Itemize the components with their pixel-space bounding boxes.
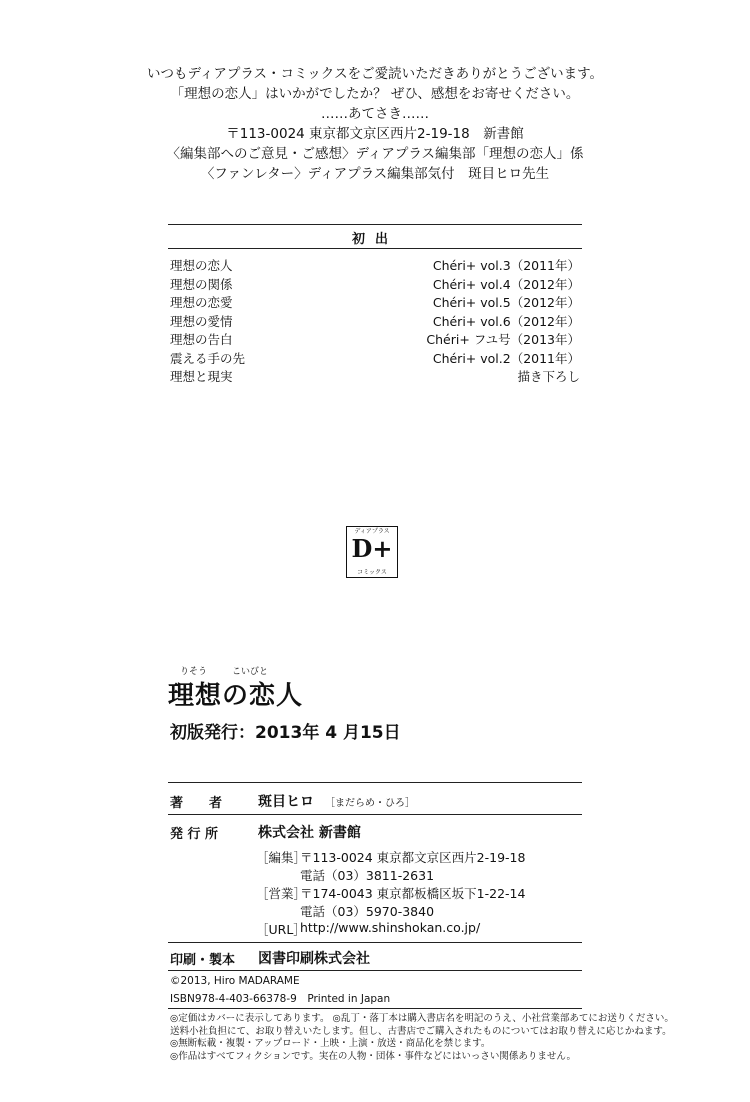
notice-line-request: 「理想の恋人」はいかがでしたか？ ぜひ、感想をお寄せください。 — [170, 86, 580, 102]
author-rule — [168, 814, 582, 815]
url-tag: ［URL］ — [256, 922, 306, 937]
story-source: 描き下ろし — [517, 369, 580, 384]
story-source: Chéri+ vol.5（2012年） — [432, 295, 580, 310]
reader-notice — [0, 64, 750, 184]
story-title: 理想と現実 — [170, 369, 233, 384]
author-reading: ［まだらめ・ひろ］ — [325, 798, 415, 809]
isbn: ISBN978-4-403-66378-9 Printed in Japan — [170, 993, 391, 1005]
first-pub-heading: 初出 — [351, 232, 398, 247]
edit-phone: 電話（03）3811-2631 — [300, 868, 435, 883]
printer-label: 印刷・製本 — [170, 953, 236, 968]
logo-mark: D+ — [351, 534, 393, 563]
first-pub-row — [170, 312, 580, 331]
title-ruby-koibito: こいびと — [232, 667, 269, 677]
first-pub-row — [170, 293, 580, 312]
notice-line-address: 〒113-0024 東京都文京区西片2-19-18 新書館 — [226, 126, 524, 142]
first-pub-top-rule — [168, 224, 582, 225]
dear-plus-comics-logo — [346, 526, 398, 578]
publisher-rule — [168, 942, 582, 943]
title-ruby-riso: りそう — [180, 667, 208, 677]
story-title: 理想の告白 — [170, 332, 233, 347]
first-pub-row — [170, 275, 580, 294]
edit-tag: ［編集］ — [256, 850, 307, 865]
author-label: 著 者 — [170, 796, 223, 811]
story-source: Chéri+ vol.4（2012年） — [432, 276, 580, 292]
story-source: Chéri+ vol.6（2012年） — [432, 313, 580, 329]
story-title: 理想の愛情 — [170, 313, 233, 329]
story-title: 理想の恋人 — [170, 258, 233, 273]
notice-copyright: ◎無断転載・複製・アップロード・上映・上演・放送・商品化を禁じます。 — [170, 1038, 491, 1049]
notice-line-thanks: いつもディアプラス・コミックスをご愛読いただきありがとうございます。 — [146, 66, 604, 82]
first-pub-row — [170, 367, 580, 386]
story-title: 震える手の先 — [170, 350, 246, 366]
first-pub-row — [170, 349, 580, 368]
logo-top-text: ディアプラス — [354, 528, 390, 535]
story-source: Chéri+ vol.3（2011年） — [432, 258, 580, 273]
notice-price: ◎定価はカバーに表示してあります。 ◎乱丁・落丁本は購入書店名を明記のうえ、小社営業部あてにお送りください。 — [170, 1013, 674, 1024]
edit-address: 〒113-0024 東京都文京区西片2-19-18 — [300, 850, 526, 865]
edition-date: 初版発行：2013年 4 月15日 — [170, 723, 401, 743]
book-title: 理想の恋人 — [168, 681, 304, 711]
publisher-name: 株式会社 新書館 — [258, 825, 361, 841]
sales-address: 〒174-0043 東京都板橋区坂下1-22-14 — [300, 886, 526, 901]
notice-fiction: ◎作品はすべてフィクションです。実在の人物・団体・事件などにはいっさい関係ありません。 — [170, 1050, 576, 1062]
story-title: 理想の恋愛 — [170, 295, 233, 310]
footer-rule — [168, 1008, 582, 1009]
colophon-top-rule — [168, 782, 582, 783]
author-name: 斑目ヒロ — [258, 794, 314, 810]
notice-replacement: 送料小社負担にて、お取り替えいたします。但し、古書店でご購入されたものについてはお取り替えに応じかねます。 — [170, 1025, 672, 1037]
notice-line-address-header: ……あてさき…… — [321, 106, 429, 122]
sales-tag: ［営業］ — [256, 886, 307, 901]
publisher-label: 発 行 所 — [170, 827, 219, 842]
sales-phone: 電話（03）5970-3840 — [300, 904, 435, 919]
first-pub-bottom-rule — [168, 248, 582, 249]
first-pub-row — [170, 330, 580, 349]
printer-name: 図書印刷株式会社 — [258, 951, 370, 967]
story-source: Chéri+ フユ号（2013年） — [426, 332, 580, 347]
logo-bottom-text: コミックス — [357, 569, 387, 576]
story-source: Chéri+ vol.2（2011年） — [432, 350, 580, 366]
publisher-url: http://www.shinshokan.co.jp/ — [300, 920, 481, 935]
printer-rule — [168, 970, 582, 971]
first-pub-row — [170, 256, 580, 275]
copyright: ©2013, Hiro MADARAME — [170, 975, 300, 987]
notice-line-fanletter: 〈ファンレター〉ディアプラス編集部気付 斑目ヒロ先生 — [200, 166, 550, 182]
story-title: 理想の関係 — [170, 276, 233, 292]
notice-line-editorial: 〈編集部へのご意見・ご感想〉ディアプラス編集部「理想の恋人」係 — [166, 146, 584, 162]
